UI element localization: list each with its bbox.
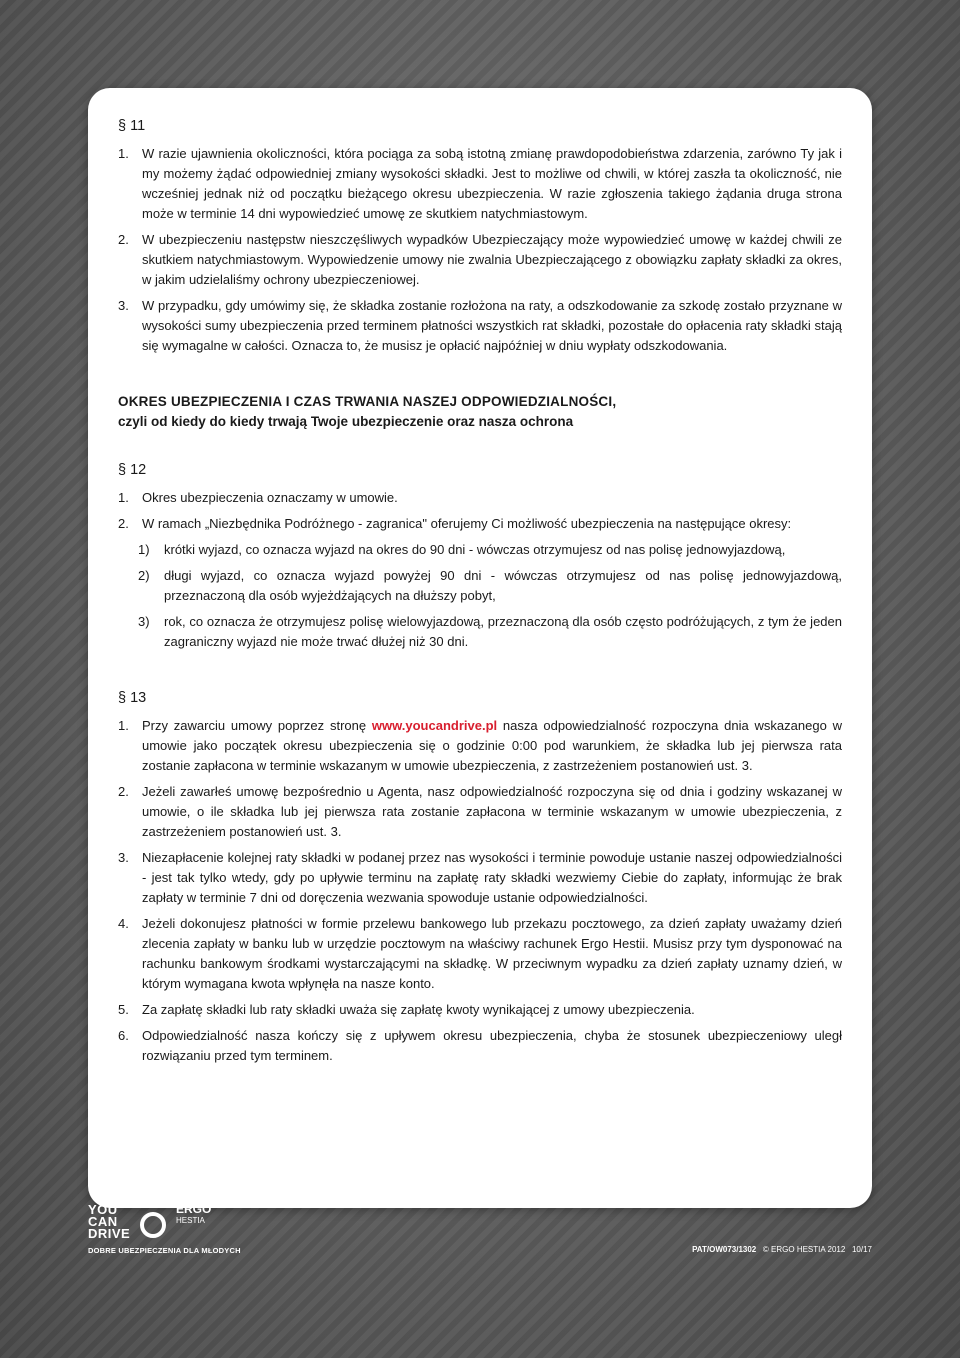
item-text bbox=[142, 716, 842, 776]
item-text: Jeżeli dokonujesz płatności w formie przelewu bankowego lub przekazu pocztowego, za dzień zapłaty uważamy dzień zlecenia zapłaty w banku lub w urzędzie pocztowym na właściwy rachunek Ergo Hestii. Musisz przy tym dysponować na rachunku bankowym środkami wystarczającymi na składkę. W przeciwnym wypadku za dzień zapłaty uznamy dzień, w którym wymagana kwota wpłynęła na nasze konto. bbox=[142, 916, 842, 991]
youcandrive-wordmark bbox=[88, 1204, 130, 1240]
section-13-item-6 bbox=[118, 1026, 842, 1066]
section-13-item-4 bbox=[118, 914, 842, 994]
logo-can: CAN bbox=[88, 1214, 118, 1229]
footer-info bbox=[692, 1245, 872, 1254]
page-number: 10/17 bbox=[851, 1245, 872, 1254]
item-text-start: Przy zawarciu umowy poprzez stronę bbox=[142, 718, 372, 733]
item-number: 2. bbox=[118, 516, 129, 531]
section-13-title: § 13 bbox=[118, 690, 147, 706]
section-12-subitem-3 bbox=[138, 612, 842, 652]
logo-ergo: ERGO bbox=[176, 1202, 212, 1216]
document-code: PAT/OW073/1302 bbox=[692, 1245, 757, 1254]
item-text: W przypadku, gdy umówimy się, że składka zostanie rozłożona na raty, a odszkodowanie za szkodę zostało przyznane w wysokości sumy ubezpieczenia przed terminem płatności wszystkich rat składki, pozostałe do opłacenia raty składki stają się wymagalne w całości. Oznacza to, że musisz je opłacić najpóźniej w dniu wypłaty odszkodowania. bbox=[142, 298, 842, 353]
item-number: 1. bbox=[118, 718, 129, 733]
ergo-hestia-logo bbox=[176, 1204, 211, 1226]
item-number: 4. bbox=[118, 916, 129, 931]
item-number: 2. bbox=[118, 232, 129, 247]
subitem-number: 2) bbox=[138, 568, 150, 583]
youcandrive-logo bbox=[88, 1200, 308, 1250]
item-number: 5. bbox=[118, 1002, 129, 1017]
section-11-item-3 bbox=[118, 296, 842, 356]
section-13-item-3 bbox=[118, 848, 842, 908]
item-text: Jeżeli zawarłeś umowę bezpośrednio u Agenta, nasz odpowiedzialność rozpoczyna się od dnia i godziny wskazanej w umowie, o ile składka lub jej pierwsza rata zostanie zapłacona w terminie wskazanym w umowie ubezpieczenia, z zastrzeżeniem postanowień ust. 3. bbox=[142, 784, 842, 839]
item-number: 3. bbox=[118, 298, 129, 313]
item-text: W ubezpieczeniu następstw nieszczęśliwych wypadków Ubezpieczający może wypowiedzieć umowę w każdej chwili ze skutkiem natychmiastowym. Wypowiedzenie umowy nie zwalnia Ubezpieczającego z obowiązku zapłaty składki za okres, w jakim udzielaliśmy ochrony ubezpieczeniowej. bbox=[142, 232, 842, 287]
section-13-item-5 bbox=[118, 1000, 842, 1020]
website-link[interactable]: www.youcandrive.pl bbox=[371, 718, 498, 733]
item-text: Okres ubezpieczenia oznaczamy w umowie. bbox=[142, 490, 398, 505]
item-text-end: nasza odpowiedzialność rozpoczyna dnia wskazanego w umowie jako początek okresu ubezpieczenia się o godzinie 0:00 pod warunkiem, że składka lub jej pierwsza rata zostanie zapłacona w terminie wskazanym w umowie ubezpieczenia, z zastrzeżeniem postanowień ust. 3. bbox=[142, 718, 842, 773]
item-number: 6. bbox=[118, 1028, 129, 1043]
section-13-item-1 bbox=[118, 716, 842, 776]
section-11-title: § 11 bbox=[118, 118, 146, 134]
chapter-heading-line-1: OKRES UBEZPIECZENIA I CZAS TRWANIA NASZEJ ODPOWIEDZIALNOŚCI, bbox=[118, 394, 617, 409]
section-12-item-2 bbox=[118, 514, 842, 534]
section-12-subitem-2 bbox=[138, 566, 842, 606]
subitem-text: długi wyjazd, co oznacza wyjazd powyżej 90 dni - wówczas otrzymujesz od nas polisę jednowyjazdową, przeznaczoną dla osób wyjeżdżających na dłuższy pobyt, bbox=[164, 568, 842, 603]
logo-circle-icon bbox=[140, 1212, 166, 1238]
logo-you: YOU bbox=[88, 1202, 118, 1217]
item-text: Odpowiedzialność nasza kończy się z upływem okresu ubezpieczenia, chyba że stosunek ubezpieczeniowy uległ rozwiązaniu przed tym terminem. bbox=[142, 1028, 842, 1063]
item-number: 3. bbox=[118, 850, 129, 865]
section-11-item-2 bbox=[118, 230, 842, 290]
section-12-title: § 12 bbox=[118, 462, 147, 478]
logo-hestia: HESTIA bbox=[176, 1216, 205, 1225]
item-number: 1. bbox=[118, 490, 129, 505]
chapter-heading-line-2: czyli od kiedy do kiedy trwają Twoje ubezpieczenie oraz nasza ochrona bbox=[118, 414, 574, 429]
item-text: W razie ujawnienia okoliczności, która pociąga za sobą istotną zmianę prawdopodobieństwa zdarzenia, zarówno Ty jak i my możemy żądać odpowiedniej zmiany wysokości składki. Jest to możliwe od chwili, w której zaszła ta okoliczność, nie wcześniej jednak niż od początku bieżącego okresu ubezpieczenia. W razie zgłoszenia takiego żądania druga strona może w terminie 14 dni wypowiedzieć umowę ze skutkiem natychmiastowym. bbox=[142, 146, 842, 221]
section-12-item-1 bbox=[118, 488, 842, 508]
subitem-text: krótki wyjazd, co oznacza wyjazd na okres do 90 dni - wówczas otrzymujesz od nas polisę jednowyjazdową, bbox=[164, 542, 786, 557]
item-text: Za zapłatę składki lub raty składki uważa się zapłatę kwoty wynikającej z umowy ubezpieczenia. bbox=[142, 1002, 695, 1017]
page-footer bbox=[88, 1198, 872, 1258]
chapter-heading bbox=[118, 392, 842, 432]
section-11-item-1 bbox=[118, 144, 842, 224]
section-12-subitem-1 bbox=[138, 540, 842, 560]
subitem-text: rok, co oznacza że otrzymujesz polisę wielowyjazdową, przeznaczoną dla osób często podróżujących, z tym że jeden zagraniczny wyjazd nie może trwać dłużej niż 30 dni. bbox=[164, 614, 842, 649]
copyright: © ERGO HESTIA 2012 bbox=[762, 1245, 846, 1254]
item-number: 2. bbox=[118, 784, 129, 799]
subitem-number: 1) bbox=[138, 542, 150, 557]
footer-tagline: DOBRE UBEZPIECZENIA DLA MŁODYCH bbox=[88, 1246, 241, 1255]
subitem-number: 3) bbox=[138, 614, 150, 629]
logo-drive: DRIVE bbox=[88, 1226, 131, 1241]
item-text: Niezapłacenie kolejnej raty składki w podanej przez nas wysokości i terminie powoduje ustanie naszej odpowiedzialności - jest tak tylko wtedy, gdy po upływie terminu na zapłatę raty składki wezwiemy Ciebie do zapłaty, informując że brak zapłaty w terminie 7 dni od doręczenia wezwania spowoduje ustanie odpowiedzialności. bbox=[142, 850, 842, 905]
item-number: 1. bbox=[118, 146, 129, 161]
section-13-item-2 bbox=[118, 782, 842, 842]
item-text: W ramach „Niezbędnika Podróżnego - zagranica" oferujemy Ci możliwość ubezpieczenia na następujące okresy: bbox=[142, 516, 792, 531]
document-content bbox=[118, 116, 842, 1072]
